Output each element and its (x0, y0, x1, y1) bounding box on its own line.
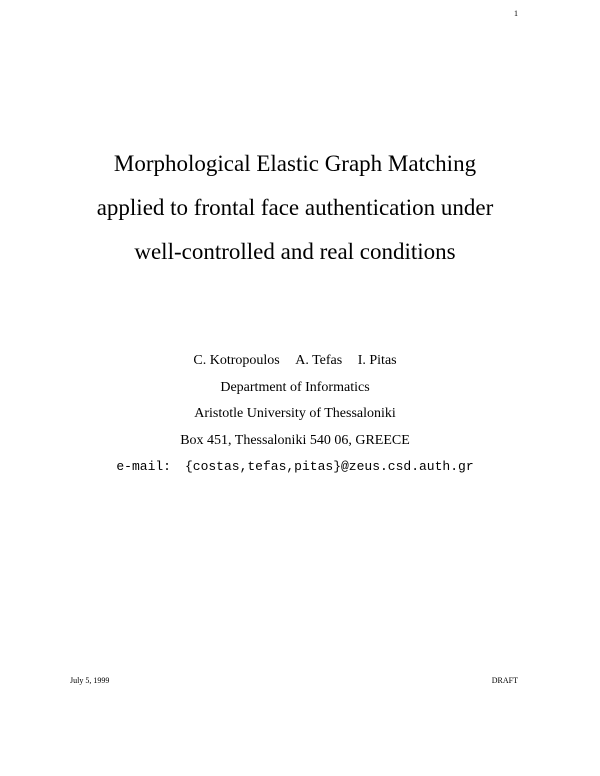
department: Department of Informatics (220, 379, 370, 395)
address: Box 451, Thessaloniki 540 06, GREECE (180, 432, 410, 448)
email-line (0, 454, 590, 481)
footer-date: July 5, 1999 (70, 676, 110, 685)
university: Aristotle University of Thessaloniki (194, 406, 396, 421)
email-label: e-mail: (116, 459, 171, 474)
title-line-2: applied to frontal face authentication under (96, 195, 494, 220)
paper-title (0, 142, 590, 274)
page-number: 1 (514, 9, 518, 18)
email-address: {costas,tefas,pitas}@zeus.csd.auth.gr (184, 459, 474, 474)
author-name: C. Kotropoulos (193, 353, 280, 368)
author-name: A. Tefas (295, 353, 343, 368)
title-line-3: well-controlled and real conditions (134, 239, 456, 264)
author-name: I. Pitas (357, 353, 397, 368)
author-list (0, 348, 590, 375)
footer-draft-label: DRAFT (491, 676, 518, 685)
title-line-1: Morphological Elastic Graph Matching (113, 151, 477, 176)
author-block (0, 348, 590, 481)
